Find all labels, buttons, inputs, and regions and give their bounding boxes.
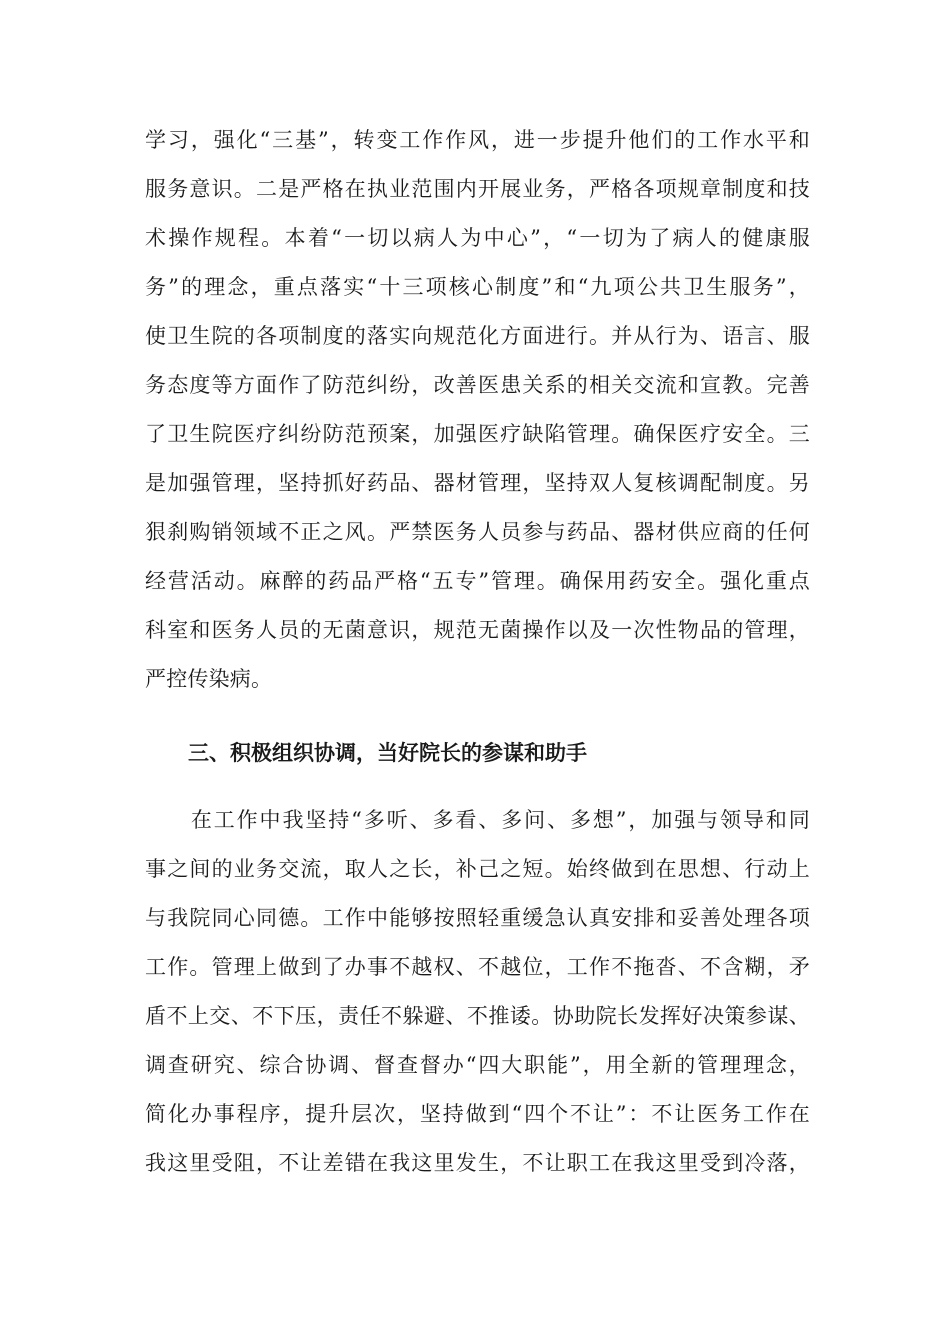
section-heading: 三、积极组织协调，当好院长的参谋和助手 [188, 741, 587, 765]
paragraph-line: 与我院同心同德。工作中能够按照轻重缓急认真安排和妥善处理各项 [145, 906, 810, 930]
paragraph-line: 科室和医务人员的无菌意识，规范无菌操作以及一次性物品的管理， [145, 618, 810, 642]
paragraph-line: 在工作中我坚持“多听、多看、多问、多想”，加强与领导和同 [145, 808, 810, 832]
paragraph-line: 经营活动。麻醉的药品严格“五专”管理。确保用药安全。强化重点 [145, 569, 810, 593]
paragraph-line: 服务意识。二是严格在执业范围内开展业务，严格各项规章制度和技 [145, 177, 810, 201]
paragraph-line: 使卫生院的各项制度的落实向规范化方面进行。并从行为、语言、服 [145, 324, 810, 348]
paragraph-line: 我这里受阻，不让差错在我这里发生，不让职工在我这里受到冷落， [145, 1151, 810, 1175]
paragraph-line: 盾不上交、不下压，责任不躲避、不推诿。协助院长发挥好决策参谋、 [145, 1004, 810, 1028]
paragraph-line: 事之间的业务交流，取人之长，补己之短。始终做到在思想、行动上 [145, 857, 810, 881]
paragraph-line: 了卫生院医疗纠纷防范预案，加强医疗缺陷管理。确保医疗安全。三 [145, 422, 810, 446]
paragraph-2 [145, 796, 810, 1188]
paragraph-line: 是加强管理，坚持抓好药品、器材管理，坚持双人复核调配制度。另 [145, 471, 810, 495]
paragraph-line: 术操作规程。本着“一切以病人为中心”，“一切为了病人的健康服 [145, 226, 810, 250]
paragraph-line: 务”的理念，重点落实“十三项核心制度”和“九项公共卫生服务”， [145, 275, 810, 299]
paragraph-line: 调查研究、综合协调、督查督办“四大职能”，用全新的管理理念， [145, 1053, 810, 1077]
paragraph-line: 严控传染病。 [145, 667, 273, 691]
paragraph-line: 务态度等方面作了防范纠纷，改善医患关系的相关交流和宣教。完善 [145, 373, 810, 397]
paragraph-1 [145, 116, 810, 704]
paragraph-line: 简化办事程序，提升层次，坚持做到“四个不让”：不让医务工作在 [145, 1102, 810, 1126]
paragraph-line: 狠刹购销领域不正之风。严禁医务人员参与药品、器材供应商的任何 [145, 520, 810, 544]
paragraph-line: 工作。管理上做到了办事不越权、不越位，工作不拖沓、不含糊，矛 [145, 955, 810, 979]
paragraph-line: 学习，强化“三基”，转变工作作风，进一步提升他们的工作水平和 [145, 128, 810, 152]
